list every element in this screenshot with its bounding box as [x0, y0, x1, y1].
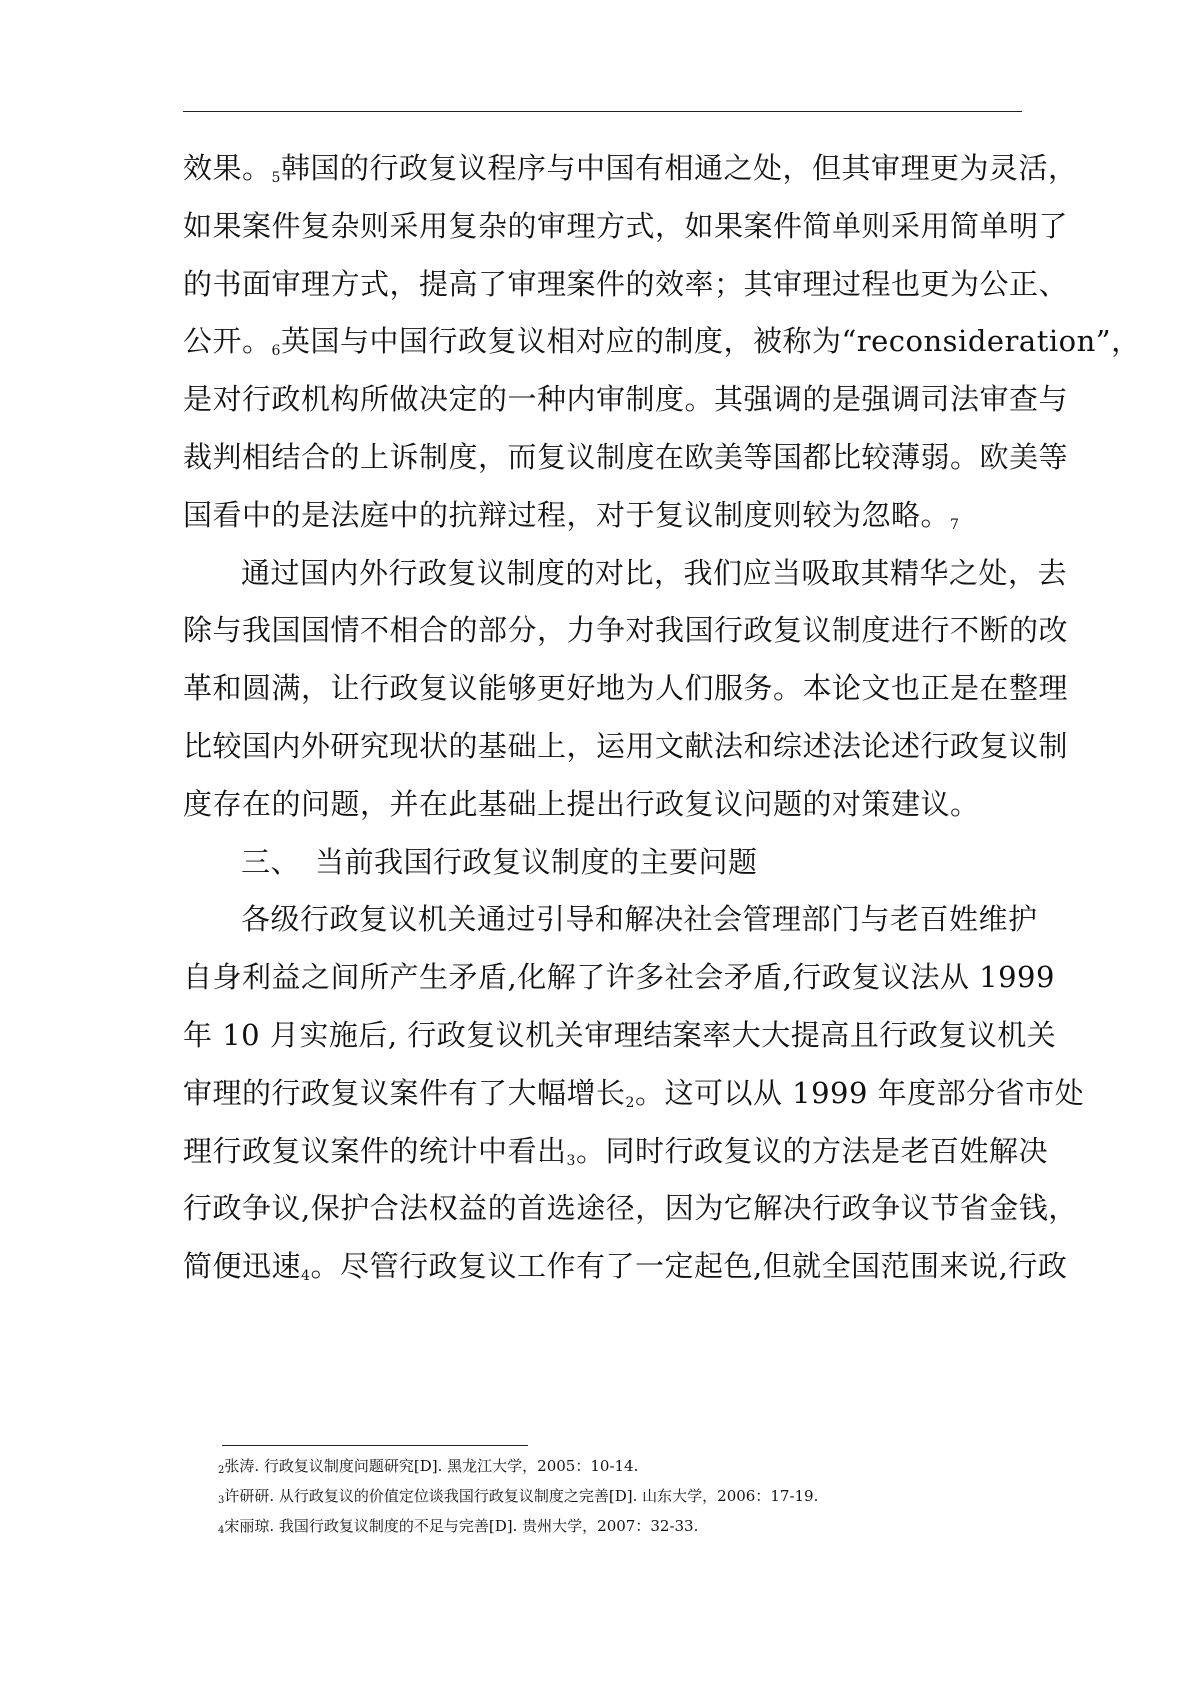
text-segment: 比较国内外研究现状的基础上，运用文献法和综述法论述行政复议制 [183, 729, 1069, 763]
text-segment: 英国与中国行政复议相对应的制度，被称为“reconsideration”， [280, 324, 1141, 358]
text-segment: 公开。 [183, 324, 272, 358]
text-segment: 是对行政机构所做决定的一种内审制度。其强调的是强调司法审查与 [183, 382, 1069, 416]
text-segment: 如果案件复杂则采用复杂的审理方式，如果案件简单则采用简单明了 [183, 209, 1069, 243]
text-segment: 裁判相结合的上诉制度，而复议制度在欧美等国都比较薄弱。欧美等 [183, 440, 1069, 474]
footnote-text: 宋丽琼. 我国行政复议制度的不足与完善[D]. 贵州大学，2007：32-33. [224, 1517, 699, 1535]
footnote-number: 3 [218, 1495, 225, 1506]
text-segment: 效果。 [183, 151, 272, 185]
text-line [183, 264, 1068, 304]
text-segment: 国看中的是法庭中的抗辩过程，对于复议制度则较为忽略。 [183, 498, 951, 532]
footnote-number: 4 [218, 1525, 225, 1536]
text-line [183, 957, 1055, 997]
footnote-ref: 3 [566, 1153, 576, 1169]
text-segment: 三、 当前我国行政复议制度的主要问题 [241, 845, 758, 879]
text-segment: 简便迅速 [183, 1249, 302, 1283]
footnote-number: 2 [218, 1465, 225, 1476]
footnote-item [218, 1485, 818, 1512]
text-segment: 。这可以从 1999 年度部分省市处 [634, 1076, 1085, 1110]
text-line [183, 206, 1068, 246]
text-segment: 度存在的问题，并在此基础上提出行政复议问题的对策建议。 [183, 787, 980, 821]
footnote-text: 许研研. 从行政复议的价值定位谈我国行政复议制度之完善[D]. 山东大学，2006：17-19. [224, 1487, 819, 1505]
text-line [183, 784, 980, 824]
text-line [183, 726, 1068, 766]
text-line [183, 495, 959, 535]
text-line [183, 437, 1068, 477]
text-segment: 各级行政复议机关通过引导和解决社会管理部门与老百姓维护 [241, 902, 1038, 936]
text-segment: 。尽管行政复议工作有了一定起色,但就全国范围来说,行政 [310, 1249, 1068, 1283]
footnote-ref: 5 [271, 170, 281, 186]
text-segment: 年 10 月实施后, 行政复议机关审理结案率大大提高且行政复议机关 [183, 1018, 1057, 1052]
text-segment: 理行政复议案件的统计中看出 [183, 1134, 567, 1168]
text-line [183, 1246, 1067, 1286]
text-segment: 通过国内外行政复议制度的对比，我们应当吸取其精华之处，去 [241, 556, 1068, 590]
text-segment: 的书面审理方式，提高了审理案件的效率；其审理过程也更为公正、 [183, 267, 1069, 301]
text-segment: 革和圆满，让行政复议能够更好地为人们服务。本论文也正是在整理 [183, 671, 1069, 705]
footnote-ref: 4 [301, 1268, 311, 1284]
text-segment: 行政争议,保护合法权益的首选途径，因为它解决行政争议节省金钱， [183, 1191, 1078, 1225]
footnote-item [218, 1455, 638, 1482]
text-line [183, 1188, 1078, 1228]
text-segment: 韩国的行政复议程序与中国有相通之处，但其审理更为灵活， [280, 151, 1078, 185]
text-segment: 自身利益之间所产生矛盾,化解了许多社会矛盾,行政复议法从 1999 [183, 960, 1055, 994]
text-line [183, 148, 1077, 188]
text-line [183, 668, 1068, 708]
footnote-separator [222, 1445, 528, 1446]
text-line [241, 899, 1038, 939]
text-line [183, 1073, 1084, 1113]
text-segment: 除与我国国情不相合的部分，力争对我国行政复议制度进行不断的改 [183, 613, 1069, 647]
footnote-item [218, 1515, 698, 1542]
text-line [183, 610, 1068, 650]
footnote-text: 张涛. 行政复议制度问题研究[D]. 黑龙江大学，2005：10-14. [224, 1457, 639, 1475]
footnote-ref: 2 [625, 1095, 635, 1111]
text-line [183, 1131, 1048, 1171]
footnote-ref: 6 [271, 343, 281, 359]
text-segment: 。同时行政复议的方法是老百姓解决 [575, 1134, 1048, 1168]
footnote-ref: 7 [950, 517, 960, 533]
text-line [183, 1015, 1056, 1055]
text-line [183, 379, 1068, 419]
text-line [241, 553, 1067, 593]
header-rule [183, 111, 1022, 112]
text-segment: 审理的行政复议案件有了大幅增长 [183, 1076, 626, 1110]
text-line [183, 321, 1141, 361]
text-line [241, 842, 758, 882]
